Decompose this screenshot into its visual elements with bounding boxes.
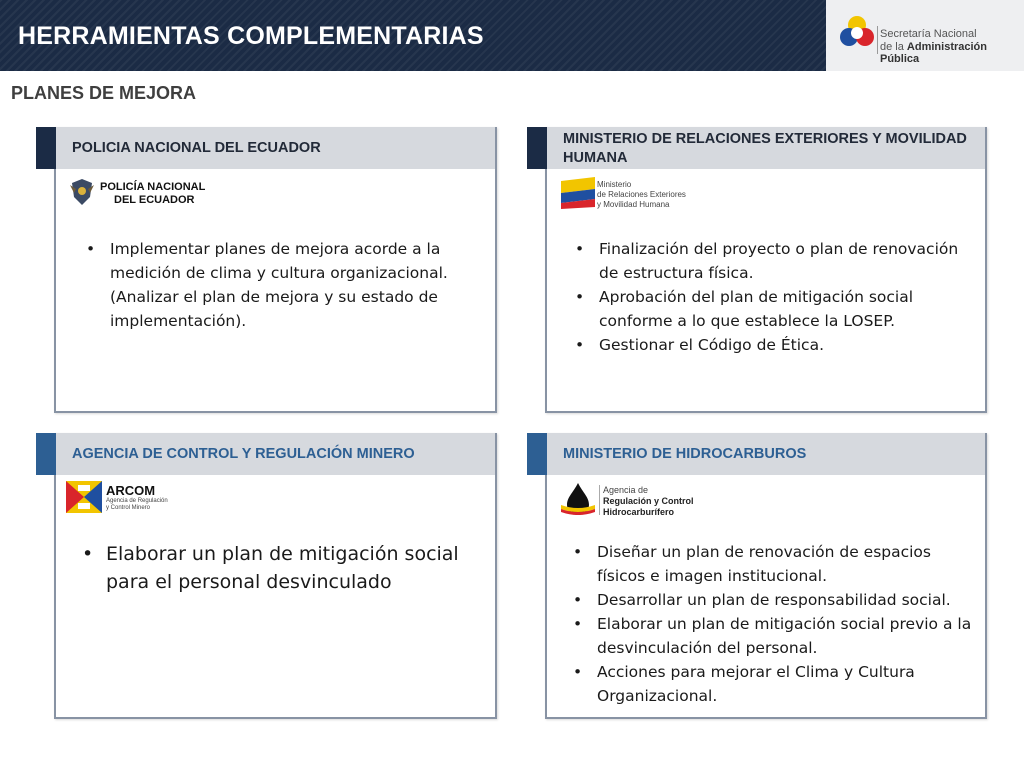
arch-logo-text-2: Regulación y Control xyxy=(603,496,694,506)
card-tab xyxy=(527,433,547,475)
bullet-icon: • xyxy=(575,336,585,354)
bullet-icon: • xyxy=(575,240,585,258)
arcom-logo-text-3: y Control Minero xyxy=(106,505,151,511)
card-bullet-list xyxy=(78,237,478,333)
arcom-logo xyxy=(66,481,176,515)
policia-logo-text-2: DEL ECUADOR xyxy=(114,194,195,206)
bullet-icon: • xyxy=(575,288,585,306)
card-header xyxy=(547,127,985,169)
secretaria-logo-icon xyxy=(838,12,876,52)
list-item: • Elaborar un plan de mitigación social para el personal desvinculado xyxy=(74,540,484,596)
section-subtitle: PLANES DE MEJORA xyxy=(11,83,197,103)
list-item: • Implementar planes de mejora acorde a la medición de clima y cultura organizacional. (Analizar el plan de mejora y su estado de implementación). xyxy=(78,237,478,333)
bullet-icon: • xyxy=(573,591,583,609)
policia-logo xyxy=(68,177,208,211)
arch-logo-text-3: Hidrocarburífero xyxy=(603,507,675,517)
list-item: • Elaborar un plan de mitigación social previo a la desvinculación del personal. xyxy=(565,612,977,660)
cancilleria-logo-text-2: de Relaciones Exteriores xyxy=(597,190,686,199)
oil-drop-icon xyxy=(559,481,597,517)
slide-title: HERRAMIENTAS COMPLEMENTARIAS xyxy=(18,22,484,50)
bullet-icon: • xyxy=(573,663,583,681)
list-item: • Gestionar el Código de Ética. xyxy=(567,333,977,357)
logo-line-2: de la Administración Pública xyxy=(880,41,987,65)
bullet-icon: • xyxy=(573,615,583,633)
policia-logo-text-1: POLICÍA NACIONAL xyxy=(100,181,206,193)
cancilleria-logo-text-3: y Movilidad Humana xyxy=(597,200,670,209)
ecuador-flag-icon xyxy=(561,177,595,209)
bullet-icon: • xyxy=(82,543,94,565)
arcom-emblem-icon xyxy=(66,481,102,513)
card-header xyxy=(56,433,495,475)
card-arcom xyxy=(54,433,497,719)
logo-line-1: Secretaría Nacional xyxy=(880,28,977,40)
card-policia-nacional xyxy=(54,127,497,413)
arch-divider xyxy=(599,485,600,515)
list-item: • Desarrollar un plan de responsabilidad social. xyxy=(565,588,977,612)
card-tab xyxy=(36,433,56,475)
list-item: • Diseñar un plan de renovación de espacios físicos e imagen institucional. xyxy=(565,540,977,588)
arch-logo xyxy=(559,481,709,521)
card-header xyxy=(547,433,985,475)
arcom-logo-title: ARCOM xyxy=(106,483,156,498)
card-bullet-list xyxy=(567,237,977,357)
logo-divider xyxy=(877,26,878,54)
list-item: • Aprobación del plan de mitigación social conforme a lo que establece la LOSEP. xyxy=(567,285,977,333)
title-bar xyxy=(0,0,826,71)
bullet-icon: • xyxy=(86,240,96,258)
list-item: • Acciones para mejorar el Clima y Cultura Organizacional. xyxy=(565,660,977,708)
cancilleria-logo-text-1: Ministerio xyxy=(597,180,632,189)
arcom-logo-text-2: Agencia de Regulación xyxy=(106,498,168,504)
card-tab xyxy=(36,127,56,169)
list-item: • Finalización del proyecto o plan de renovación de estructura física. xyxy=(567,237,977,285)
card-header xyxy=(56,127,495,169)
card-hidrocarburos xyxy=(545,433,987,719)
card-heading: MINISTERIO DE RELACIONES EXTERIORES Y MOVILIDAD HUMANA xyxy=(563,131,967,166)
card-tab xyxy=(527,127,547,169)
police-emblem-icon xyxy=(68,177,96,209)
cancilleria-logo xyxy=(561,177,711,211)
card-bullet-list xyxy=(74,540,484,596)
arch-logo-text-1: Agencia de xyxy=(603,485,649,495)
card-heading: POLICIA NACIONAL DEL ECUADOR xyxy=(72,140,321,156)
card-relaciones-exteriores xyxy=(545,127,987,413)
card-heading: AGENCIA DE CONTROL Y REGULACIÓN MINERO xyxy=(72,446,415,462)
bullet-icon: • xyxy=(573,543,583,561)
card-bullet-list xyxy=(565,540,977,708)
card-heading: MINISTERIO DE HIDROCARBUROS xyxy=(563,446,807,462)
institution-logo xyxy=(826,0,1024,71)
